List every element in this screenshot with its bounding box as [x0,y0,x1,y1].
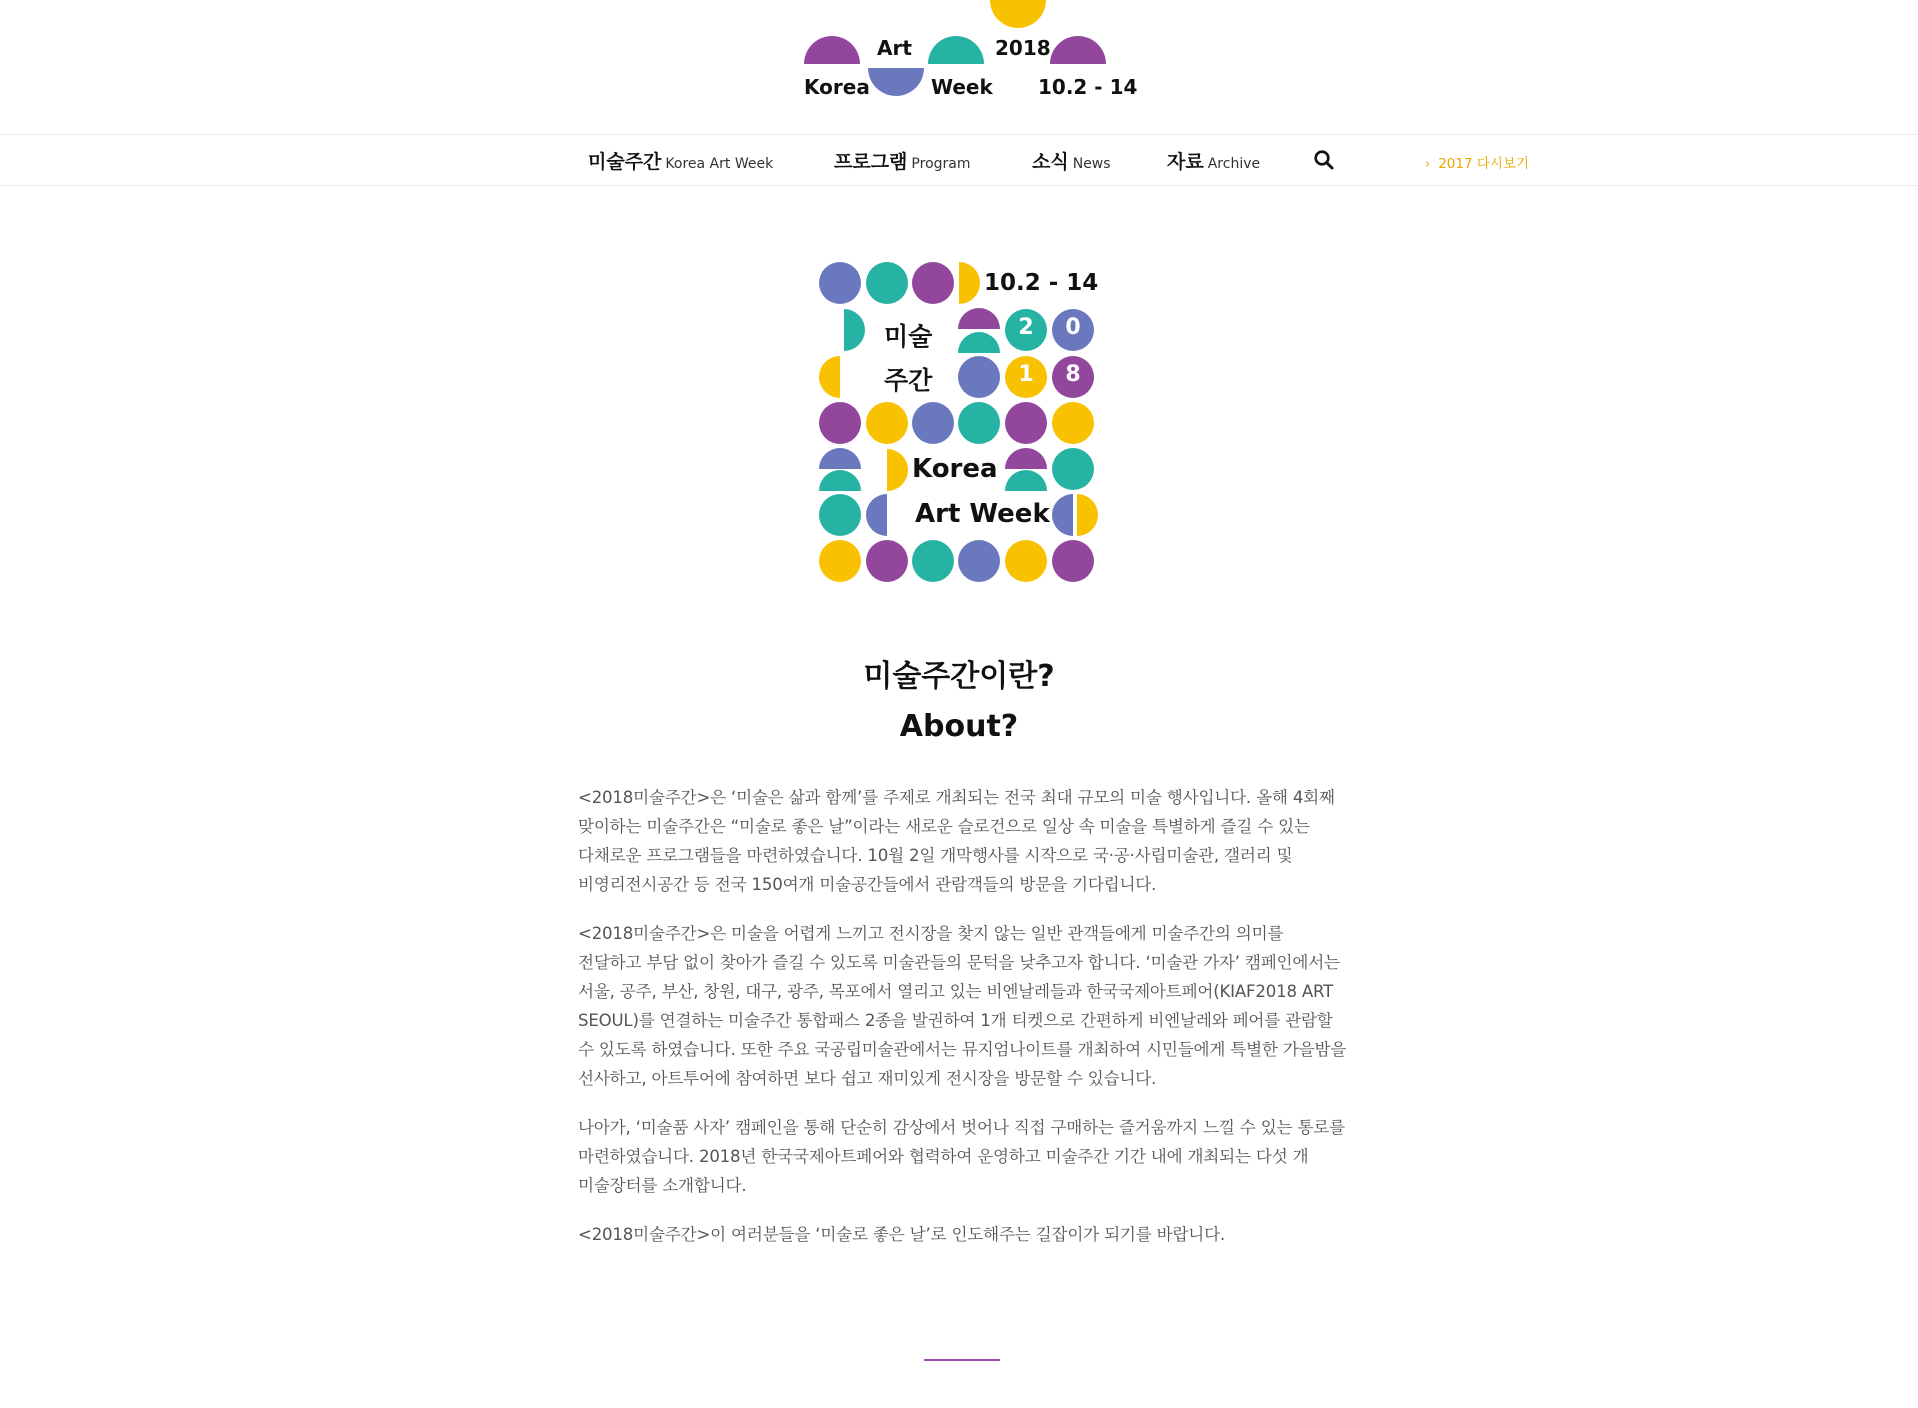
poster-title-en-1: Korea [912,454,998,484]
logo-word-korea: Korea [804,75,870,99]
poster-circle [819,402,861,444]
nav-item-ko-label: 프로그램 [834,151,908,173]
poster-digit: 0 [1065,315,1081,340]
poster-half-circle [959,262,980,304]
logo-word-year: 2018 [995,36,1051,60]
poster-circle [819,262,861,304]
nav-item-ko-label: 소식 [1032,151,1069,173]
poster-circle [912,540,954,582]
article-paragraph: <2018미술주간>은 ‘미술은 삶과 함께’를 주제로 개최되는 전국 최대 규모의 미술 행사입니다. 올해 4회째 맞이하는 미술주간은 “미술로 좋은 날”이라는 새로운 슬로건으로 일상 속 미술을 특별하게 즐길 수 있는 다채로운 프로그램들을 마련하였습니다. 10월 2일 개막행사를 시작으로 국·공·사립미술관, 갤러리 및 비영리전시공간 등 전국 150여개 미술공간들에서 관람객들의 방문을 기다립니다. [578,788,1335,894]
poster-circle [819,494,861,536]
poster-circle [958,402,1000,444]
page-heading [0,652,1918,752]
nav-item-en-label: Program [911,156,971,172]
section-divider [924,1359,1000,1361]
site-header [0,0,1918,134]
poster-half-circle [958,332,1000,353]
search-icon [1313,149,1335,171]
search-button[interactable] [1313,149,1335,171]
logo-blue-half-circle [868,68,924,96]
poster-half-circle [887,449,908,491]
poster-circle [1052,448,1094,490]
poster-digit: 2 [1018,315,1034,340]
poster-circle [912,402,954,444]
nav-item-en-label: Archive [1207,156,1261,172]
poster-title-en-2: Art Week [915,499,1050,529]
main-nav [0,134,1918,186]
poster-half-circle [1052,494,1073,536]
poster-image [814,255,1104,587]
poster-half-circle [844,309,865,351]
poster-circle [912,262,954,304]
poster-circle [958,540,1000,582]
chevron-right-icon: › [1425,157,1431,172]
poster-title-ko-2: 주간 [884,366,933,395]
poster-circle [1052,402,1094,444]
nav-item-en-label: Korea Art Week [665,156,774,172]
page-title-ko: 미술주간이란? [863,659,1055,694]
poster-graphic [814,255,1104,587]
poster-circle [866,262,908,304]
poster-circle [1052,540,1094,582]
poster-half-circle [1005,448,1047,469]
logo-word-week: Week [931,75,993,99]
poster-circle [866,402,908,444]
rewind-2017-label: 2017 다시보기 [1438,156,1530,172]
poster-circle [1005,540,1047,582]
nav-item-news[interactable] [1032,147,1111,174]
nav-item-archive[interactable] [1167,147,1260,174]
poster-half-circle [819,356,840,398]
article-paragraph: <2018미술주간>은 미술을 어렵게 느끼고 전시장을 찾지 않는 일반 관객들에게 미술주간의 의미를 전달하고 부담 없이 찾아가 즐길 수 있도록 미술관들의 문턱을 낮추고자 합니다. ‘미술관 가자’ 캠페인에서는 서울, 공주, 부산, 창원, 대구, 광주, 목포에서 열리고 있는 비엔날레들과 한국국제아트페어(KIAF2018 ART SEOUL)를 연결하는 미술주간 통합패스 2종을 발권하여 1개 티켓으로 간편하게 비엔날레와 페어를 관람할 수 있도록 하였습니다. 또한 주요 국공립미술관에서는 뮤지엄나이트를 개최하여 시민들에게 특별한 가을밤을 선사하고, 아트투어에 참여하면 보다 쉽고 재미있게 전시장을 방문할 수 있습니다. [578,924,1347,1088]
poster-circle [1005,402,1047,444]
poster-half-circle [1077,494,1098,536]
poster-digit: 1 [1018,362,1034,387]
nav-item-program[interactable] [834,147,971,174]
poster-half-circle [819,448,861,469]
poster-circle [819,540,861,582]
article-paragraph: 나아가, ‘미술품 사자’ 캠페인을 통해 단순히 감상에서 벗어나 직접 구매하는 즐거움까지 느낄 수 있는 통로를 마련하였습니다. 2018년 한국국제아트페어와 협력하여 운영하고 미술주간 기간 내에 개최되는 다섯 개 미술장터를 소개합니다. [578,1118,1345,1195]
about-article [578,783,1348,1269]
poster-digit: 8 [1065,362,1081,387]
logo-word-art: Art [877,36,912,60]
nav-item-ko-label: 자료 [1167,151,1204,173]
site-logo[interactable] [790,0,1138,110]
nav-item-ko-label: 미술주간 [588,151,662,173]
poster-circle [958,356,1000,398]
logo-purple-half-circle-2 [1050,36,1106,64]
poster-half-circle [866,494,887,536]
poster-dates: 10.2 - 14 [984,270,1099,296]
poster-title-ko-1: 미술 [884,322,933,351]
logo-purple-half-circle-1 [804,36,860,64]
poster-half-circle [1005,470,1047,491]
nav-item-en-label: News [1072,156,1111,172]
page-title-en: About? [899,709,1019,744]
poster-circle [866,540,908,582]
poster-half-circle [958,308,1000,329]
rewind-2017-link[interactable] [1425,152,1529,172]
logo-teal-half-circle [928,36,984,64]
logo-word-dates: 10.2 - 14 [1038,75,1138,99]
logo-yellow-half-circle [990,0,1046,28]
poster-half-circle [819,470,861,491]
article-paragraph: <2018미술주간>이 여러분들을 ‘미술로 좋은 날’로 인도해주는 길잡이가 되기를 바랍니다. [578,1225,1226,1244]
nav-item-korea-art-week[interactable] [588,147,773,174]
